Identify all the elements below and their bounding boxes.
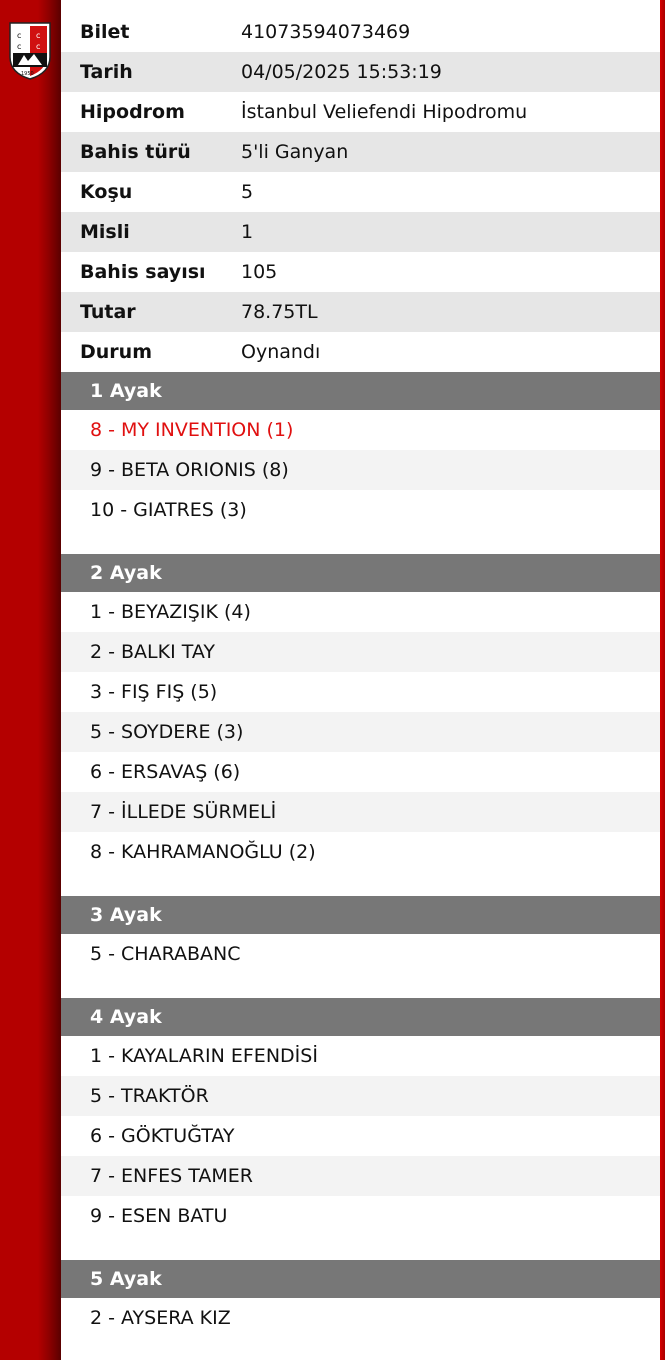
horse-item: 6 - ERSAVAŞ (6) — [90, 761, 241, 783]
leg-header: 2 Ayak — [61, 554, 660, 592]
info-label: Bahis sayısı — [80, 261, 206, 283]
info-row — [61, 12, 660, 52]
svg-text:c: c — [17, 31, 22, 40]
info-row — [61, 132, 660, 172]
info-value: 105 — [241, 261, 278, 283]
info-row — [61, 332, 660, 372]
horse-item-winner: 8 - MY INVENTION (1) — [90, 419, 294, 441]
info-label: Tutar — [80, 301, 136, 323]
info-value: 1 — [241, 221, 254, 243]
horse-item: 10 - GIATRES (3) — [90, 499, 247, 521]
horse-item: 5 - TRAKTÖR — [61, 1076, 660, 1116]
horse-item: 1 - BEYAZIŞIK (4) — [90, 601, 251, 623]
ticket-detail — [61, 12, 660, 1338]
horse-item: 8 - KAHRAMANOĞLU (2) — [90, 841, 316, 863]
info-label: Tarih — [80, 61, 133, 83]
horse-item: 5 - SOYDERE (3) — [61, 712, 660, 752]
info-label: Bahis türü — [80, 141, 191, 163]
svg-text:c: c — [17, 42, 22, 51]
info-value: 41073594073469 — [241, 21, 411, 43]
horse-item: 2 - AYSERA KIZ — [90, 1307, 231, 1329]
info-value: 5'li Ganyan — [241, 141, 349, 163]
svg-text:c: c — [36, 42, 41, 51]
leg-spacer — [61, 530, 660, 554]
info-label: Koşu — [80, 181, 133, 203]
info-row — [61, 172, 660, 212]
horse-item: 3 - FIŞ FIŞ (5) — [90, 681, 218, 703]
horse-item: 9 - BETA ORIONIS (8) — [61, 450, 660, 490]
info-row — [61, 92, 660, 132]
leg-header: 1 Ayak — [61, 372, 660, 410]
horse-item: 7 - ENFES TAMER — [61, 1156, 660, 1196]
info-value: Oynandı — [241, 341, 321, 363]
horse-item: 7 - İLLEDE SÜRMELİ — [61, 792, 660, 832]
horse-item: 5 - CHARABANC — [90, 943, 241, 965]
info-label: Misli — [80, 221, 130, 243]
right-edge-rail — [660, 0, 665, 1360]
jockey-club-logo-icon[interactable] — [6, 21, 54, 81]
info-row — [61, 252, 660, 292]
info-label: Durum — [80, 341, 152, 363]
leg-spacer — [61, 974, 660, 998]
info-value: 04/05/2025 15:53:19 — [241, 61, 442, 83]
legs-list — [61, 372, 660, 1338]
svg-text:c: c — [36, 31, 41, 40]
horse-item: 6 - GÖKTUĞTAY — [90, 1125, 235, 1147]
info-value: 78.75TL — [241, 301, 318, 323]
svg-text:1950: 1950 — [21, 71, 34, 77]
leg-header: 5 Ayak — [61, 1260, 660, 1298]
info-value: 5 — [241, 181, 254, 203]
info-row — [61, 292, 660, 332]
info-label: Bilet — [80, 21, 130, 43]
horse-item: 2 - BALKI TAY — [61, 632, 660, 672]
leg-spacer — [61, 872, 660, 896]
info-row — [61, 212, 660, 252]
horse-item: 1 - KAYALARIN EFENDİSİ — [90, 1045, 318, 1067]
info-row — [61, 52, 660, 92]
info-value: İstanbul Veliefendi Hipodromu — [241, 101, 528, 123]
ticket-info-table — [61, 12, 660, 372]
leg-header: 3 Ayak — [61, 896, 660, 934]
horse-item: 9 - ESEN BATU — [90, 1205, 228, 1227]
left-sidebar-rail — [0, 0, 61, 1360]
leg-spacer — [61, 1236, 660, 1260]
leg-header: 4 Ayak — [61, 998, 660, 1036]
info-label: Hipodrom — [80, 101, 185, 123]
